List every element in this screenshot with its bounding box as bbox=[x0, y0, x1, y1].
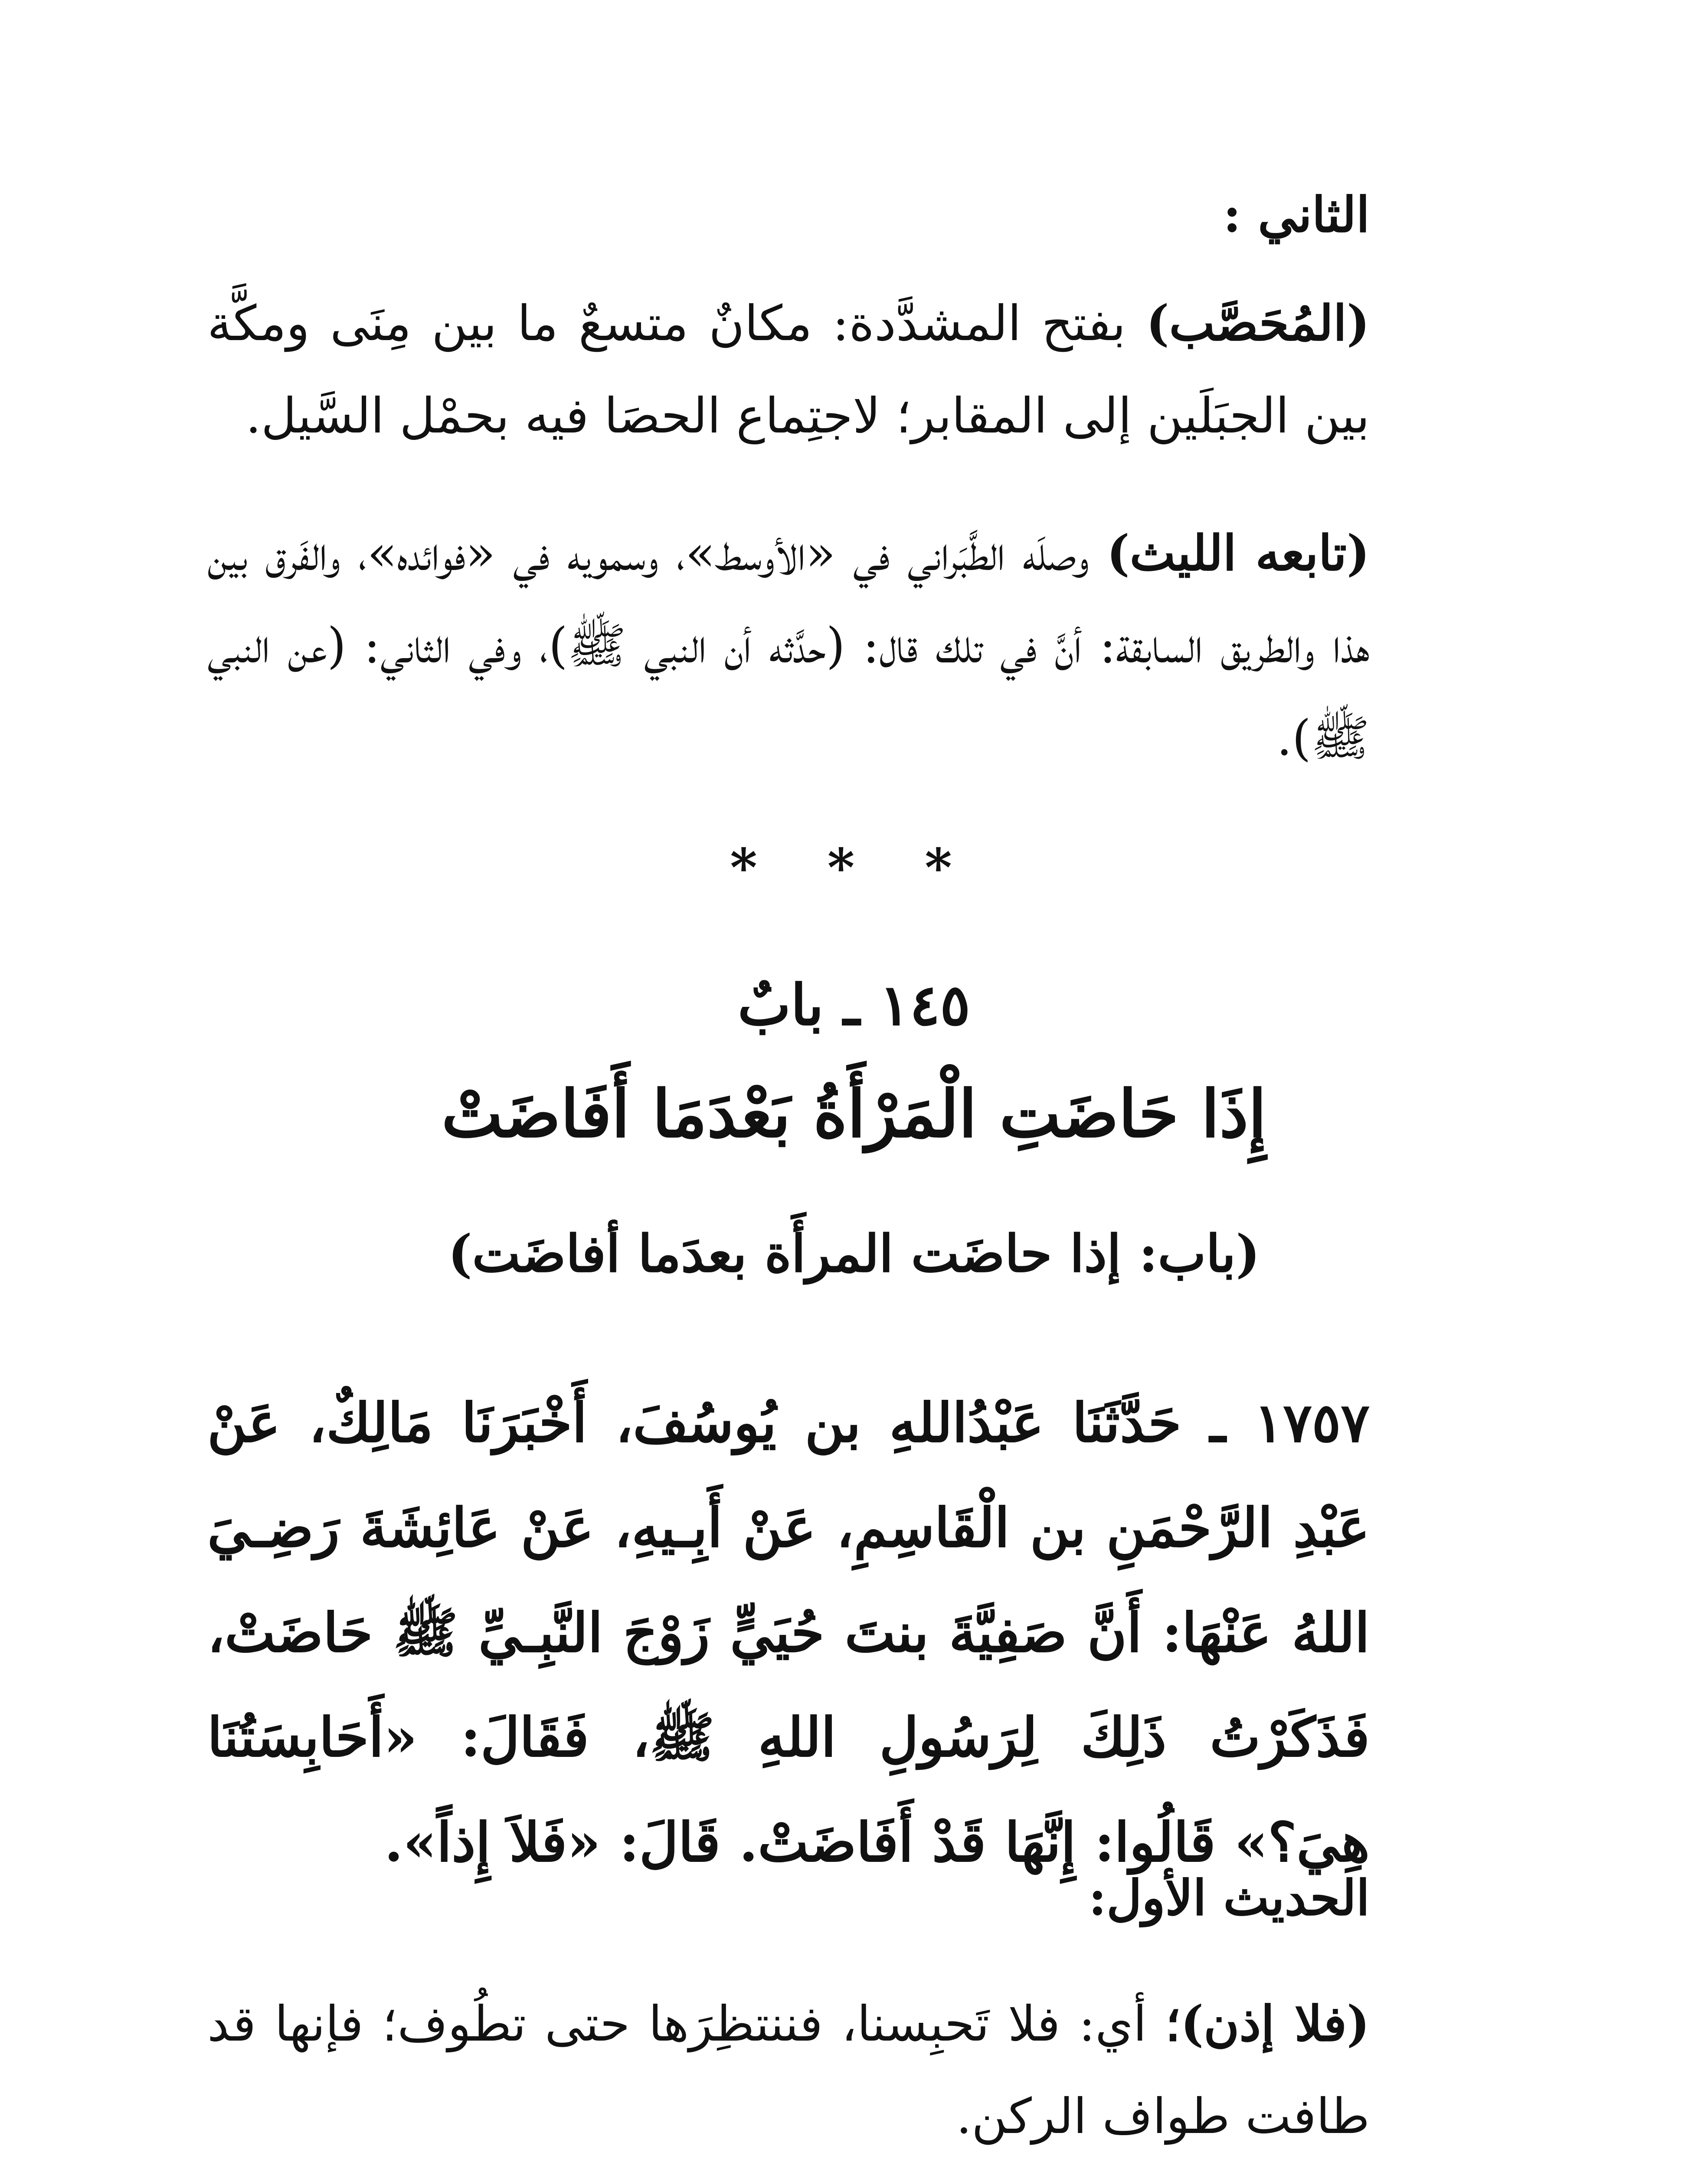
commentary-layth-text: وصلَه الطَّبَراني في «الأوسط»، وسمويه في «فوائده»، والفَرق بين هذا والطريق السابقة: أنَّ في تلك قال: (حدَّثه أن النبي ﷺ)، وفي الثاني: (عن النبي ﷺ). bbox=[207, 525, 1370, 767]
section-heading-first-hadith: الحديث الأول: bbox=[1088, 1870, 1370, 1927]
term-layth: (تابعه الليث) bbox=[1106, 525, 1370, 582]
commentary-muhassab-text: بفتح المشدَّدة: مكانٌ متسعٌ ما بين مِنَى ومكَّة بين الجبَلَين إلى المقابر؛ لاجتِماع الحصَا فيه بحمْل السَّيل. bbox=[207, 295, 1370, 444]
chapter-number: ١٤٥ ـ بابٌ bbox=[737, 972, 971, 1038]
commentary-paragraph-muhassab bbox=[207, 278, 1370, 462]
section-separator-stars: * * * bbox=[730, 837, 978, 898]
chapter-subtitle: (باب: إذا حاضَت المرأَة بعدَما أفاضَت) bbox=[448, 1223, 1260, 1284]
term-muhassab: (المُحَصَّب) bbox=[1146, 295, 1370, 352]
commentary-paragraph-layth bbox=[207, 508, 1370, 784]
chapter-title: إِذَا حَاضَتِ الْمَرْأَةُ بَعْدَمَا أَفَاضَتْ bbox=[442, 1076, 1266, 1152]
term-fala-idhan: (فلا إذن)؛ bbox=[1165, 1995, 1370, 2052]
section-heading-second: الثاني : bbox=[1223, 187, 1370, 243]
commentary-fala-idhan-text: أي: فلا تَحبِسنا، فننتظِرَها حتى تطُوف؛ فإنها قد طافت طواف الركن. bbox=[207, 1996, 1370, 2145]
hadith-text-1757: ١٧٥٧ ـ حَدَّثَنَا عَبْدُاللهِ بن يُوسُفَ، أَخْبَرَنَا مَالِكٌ، عَنْ عَبْدِ الرَّحْمَنِ بن الْقَاسِمِ، عَنْ أَبِـيهِ، عَنْ عَائِشَةَ رَضِـيَ اللهُ عَنْهَا: أَنَّ صَفِيَّةَ بنتَ حُيَيٍّ زَوْجَ النَّبِـيِّ ﷺ حَاضَتْ، فَذَكَرْتُ ذَلِكَ لِرَسُولِ اللهِ ﷺ، فَقَالَ: «أَحَابِسَتُنَا هِيَ؟» قَالُوا: إِنَّهَا قَدْ أَفَاضَتْ. قَالَ: «فَلاَ إِذاً». bbox=[207, 1392, 1370, 1874]
commentary-paragraph-fala-idhan bbox=[207, 1978, 1370, 2163]
